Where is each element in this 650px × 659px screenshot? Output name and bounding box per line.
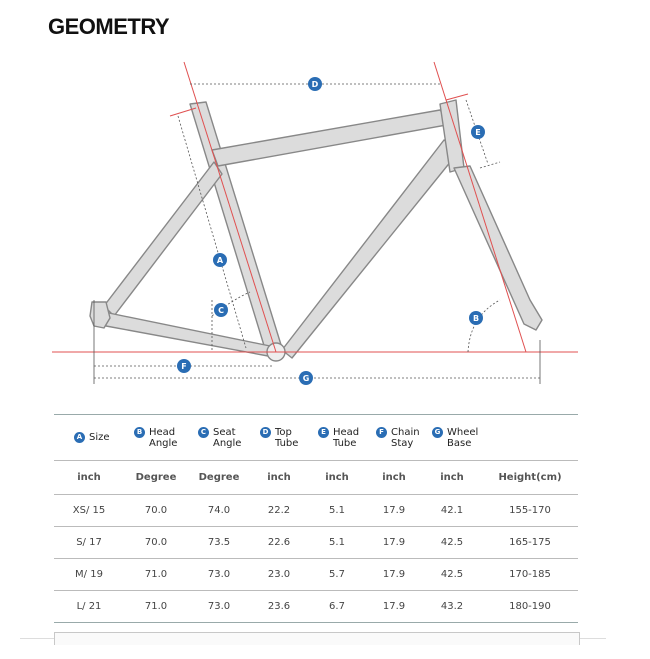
svg-text:A: A [216, 256, 224, 265]
table-cell: 180-190 [509, 601, 551, 612]
unit-row [54, 461, 578, 495]
seat-stay [104, 162, 222, 316]
header-label: Wheel Base [447, 426, 479, 449]
marker-e-icon: E [318, 427, 329, 438]
unit-cell: Degree [198, 472, 240, 483]
table-cell: XS/ 15 [72, 505, 106, 516]
marker-b-icon: B [134, 427, 145, 438]
header-label: Head Tube [333, 426, 360, 449]
header-cell [124, 415, 188, 461]
header-cell [188, 415, 250, 461]
page-title: GEOMETRY [48, 14, 170, 39]
marker-g [299, 371, 313, 385]
table-row [54, 591, 578, 623]
unit-cell: inch [440, 472, 464, 483]
marker-b [469, 311, 483, 325]
table-cell: 23.0 [267, 569, 291, 580]
table-cell: 5.1 [329, 537, 345, 548]
dim-e-tick [480, 162, 500, 168]
table-cell: 170-185 [509, 569, 551, 580]
bike-geometry-diagram [0, 50, 650, 390]
header-label: Head Angle [149, 426, 178, 449]
table-cell: 6.7 [329, 601, 345, 612]
svg-text:C: C [218, 306, 224, 315]
svg-text:E: E [475, 128, 481, 137]
chain-stay [104, 312, 270, 356]
marker-a-icon: A [74, 432, 85, 443]
svg-text:D: D [311, 80, 319, 89]
seat-tube-axis [184, 62, 276, 352]
unit-cell: Height(cm) [498, 472, 562, 483]
table-cell: 42.5 [440, 569, 464, 580]
table-cell: 71.0 [144, 601, 168, 612]
table-row [54, 527, 578, 559]
header-label: Size [89, 432, 110, 443]
header-label: Chain Stay [391, 426, 420, 449]
table-cell: 71.0 [144, 569, 168, 580]
marker-d [308, 77, 322, 91]
svg-text:B: B [472, 314, 480, 323]
dim-b-arc [468, 300, 500, 352]
marker-f-icon: F [376, 427, 387, 438]
top-tube [212, 110, 452, 166]
table-cell: 22.6 [267, 537, 291, 548]
header-label: Top Tube [275, 426, 299, 449]
svg-text:G: G [302, 374, 310, 383]
svg-text:F: F [181, 362, 187, 371]
header-cell [366, 415, 422, 461]
header-cell [422, 415, 482, 461]
rear-dropout [90, 302, 110, 328]
head-tick-top [446, 94, 468, 100]
table-cell: 73.0 [207, 601, 231, 612]
table-cell: 5.1 [329, 505, 345, 516]
unit-cell: Degree [135, 472, 177, 483]
table-cell: 70.0 [144, 505, 168, 516]
footer-bar [54, 632, 580, 645]
table-cell: 70.0 [144, 537, 168, 548]
marker-f [177, 359, 191, 373]
table-cell: 42.5 [440, 537, 464, 548]
header-cell [250, 415, 308, 461]
down-tube [282, 140, 460, 358]
table-cell: 5.7 [329, 569, 345, 580]
head-tube-axis [434, 62, 526, 352]
table-cell: 17.9 [382, 505, 406, 516]
table-row [54, 495, 578, 527]
unit-cell: inch [382, 472, 406, 483]
unit-cell: inch [77, 472, 101, 483]
header-row [54, 415, 578, 461]
marker-e [471, 125, 485, 139]
geometry-table [54, 414, 578, 623]
header-cell [482, 415, 578, 461]
table-cell: L/ 21 [76, 601, 102, 612]
table-cell: 73.0 [207, 569, 231, 580]
marker-c-icon: C [198, 427, 209, 438]
table-cell: 73.5 [207, 537, 231, 548]
marker-c [214, 303, 228, 317]
marker-d-icon: D [260, 427, 271, 438]
table-cell: 155-170 [509, 505, 551, 516]
table-cell: 42.1 [440, 505, 464, 516]
marker-g-icon: G [432, 427, 443, 438]
header-cell [54, 415, 124, 461]
header-cell [308, 415, 366, 461]
unit-cell: inch [267, 472, 291, 483]
table-cell: 17.9 [382, 601, 406, 612]
header-label: Seat Angle [213, 426, 242, 449]
table-row [54, 559, 578, 591]
table-cell: 17.9 [382, 537, 406, 548]
unit-cell: inch [325, 472, 349, 483]
table-cell: 17.9 [382, 569, 406, 580]
table-cell: 74.0 [207, 505, 231, 516]
table-cell: S/ 17 [76, 537, 102, 548]
table-cell: 165-175 [509, 537, 551, 548]
table-cell: 22.2 [267, 505, 291, 516]
marker-a [213, 253, 227, 267]
table-cell: 23.6 [267, 601, 291, 612]
table-cell: M/ 19 [75, 569, 103, 580]
table-cell: 43.2 [440, 601, 464, 612]
fork [454, 166, 542, 330]
